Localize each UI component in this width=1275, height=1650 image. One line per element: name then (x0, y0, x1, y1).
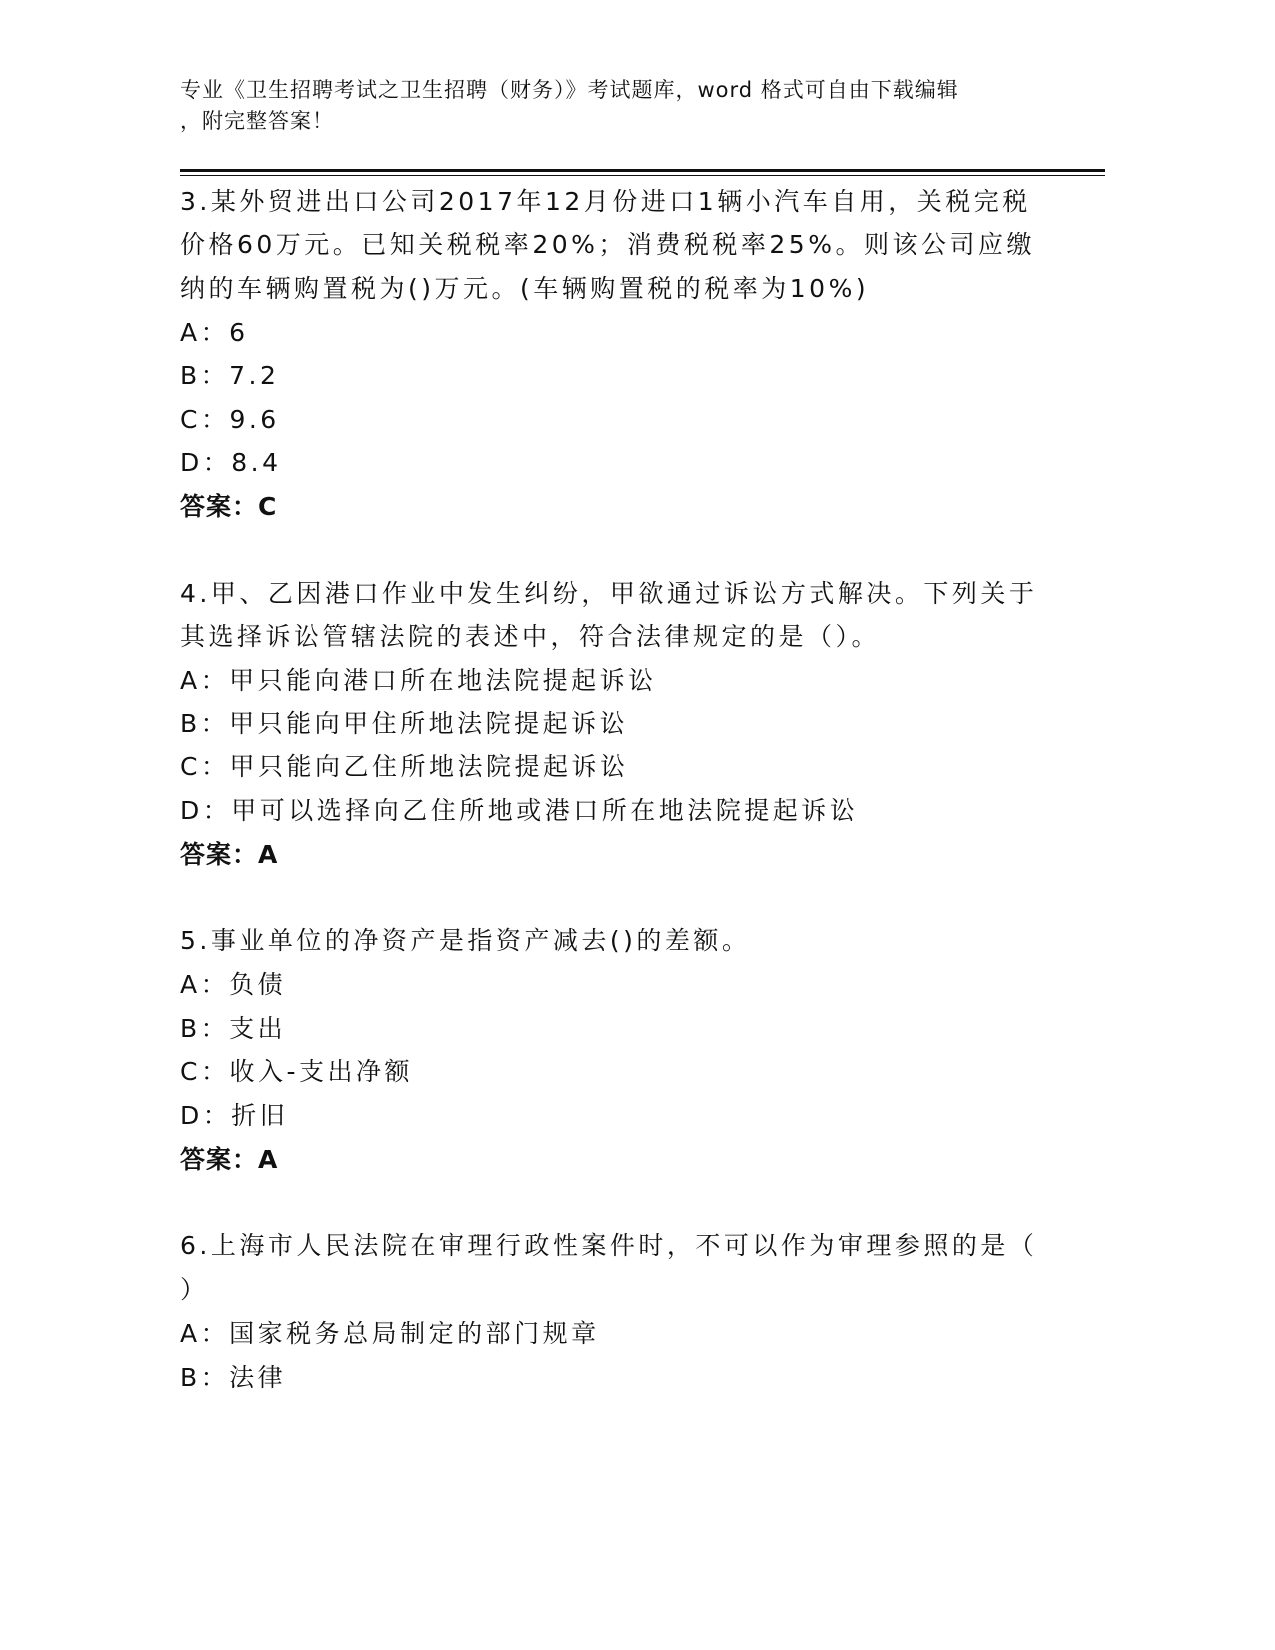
answer: 答案：C (180, 492, 278, 521)
question-text: 3.某外贸进出口公司2017年12月份进口1辆小汽车自用，关税完税 (180, 187, 1031, 216)
header-line: ，附完整答案！ (180, 109, 334, 133)
header-divider (180, 169, 1105, 172)
option-a: A：负债 (180, 970, 287, 999)
option-b: B：7.2 (180, 361, 280, 390)
option-c: C：9.6 (180, 405, 280, 434)
option-b: B：支出 (180, 1014, 287, 1043)
question-text: 价格60万元。已知关税税率20%；消费税税率25%。则该公司应缴 (180, 230, 1035, 259)
option-a: A：国家税务总局制定的部门规章 (180, 1319, 600, 1348)
option-c: C：甲只能向乙住所地法院提起诉讼 (180, 752, 629, 781)
question-text: 6.上海市人民法院在审理行政性案件时，不可以作为审理参照的是（ (180, 1231, 1038, 1260)
option-a: A：甲只能向港口所在地法院提起诉讼 (180, 666, 657, 695)
header-divider (180, 175, 1105, 176)
option-d: D：8.4 (180, 448, 282, 477)
option-d: D：折旧 (180, 1101, 289, 1130)
question-text: 纳的车辆购置税为()万元。(车辆购置税的税率为10%) (180, 274, 870, 303)
header-line: 专业《卫生招聘考试之卫生招聘（财务）》考试题库，word 格式可自由下载编辑 (180, 78, 959, 102)
question-text: 5.事业单位的净资产是指资产减去()的差额。 (180, 926, 751, 955)
answer: 答案：A (180, 840, 279, 869)
option-c: C：收入-支出净额 (180, 1057, 413, 1086)
answer: 答案：A (180, 1145, 279, 1174)
option-b: B：法律 (180, 1363, 287, 1392)
option-a: A：6 (180, 318, 249, 347)
question-text: 其选择诉讼管辖法院的表述中，符合法律规定的是（）。 (180, 622, 881, 651)
question-text: 4.甲、乙因港口作业中发生纠纷，甲欲通过诉讼方式解决。下列关于 (180, 579, 1038, 608)
option-b: B：甲只能向甲住所地法院提起诉讼 (180, 709, 629, 738)
option-d: D：甲可以选择向乙住所地或港口所在地法院提起诉讼 (180, 796, 859, 825)
question-text: ） (180, 1275, 209, 1304)
